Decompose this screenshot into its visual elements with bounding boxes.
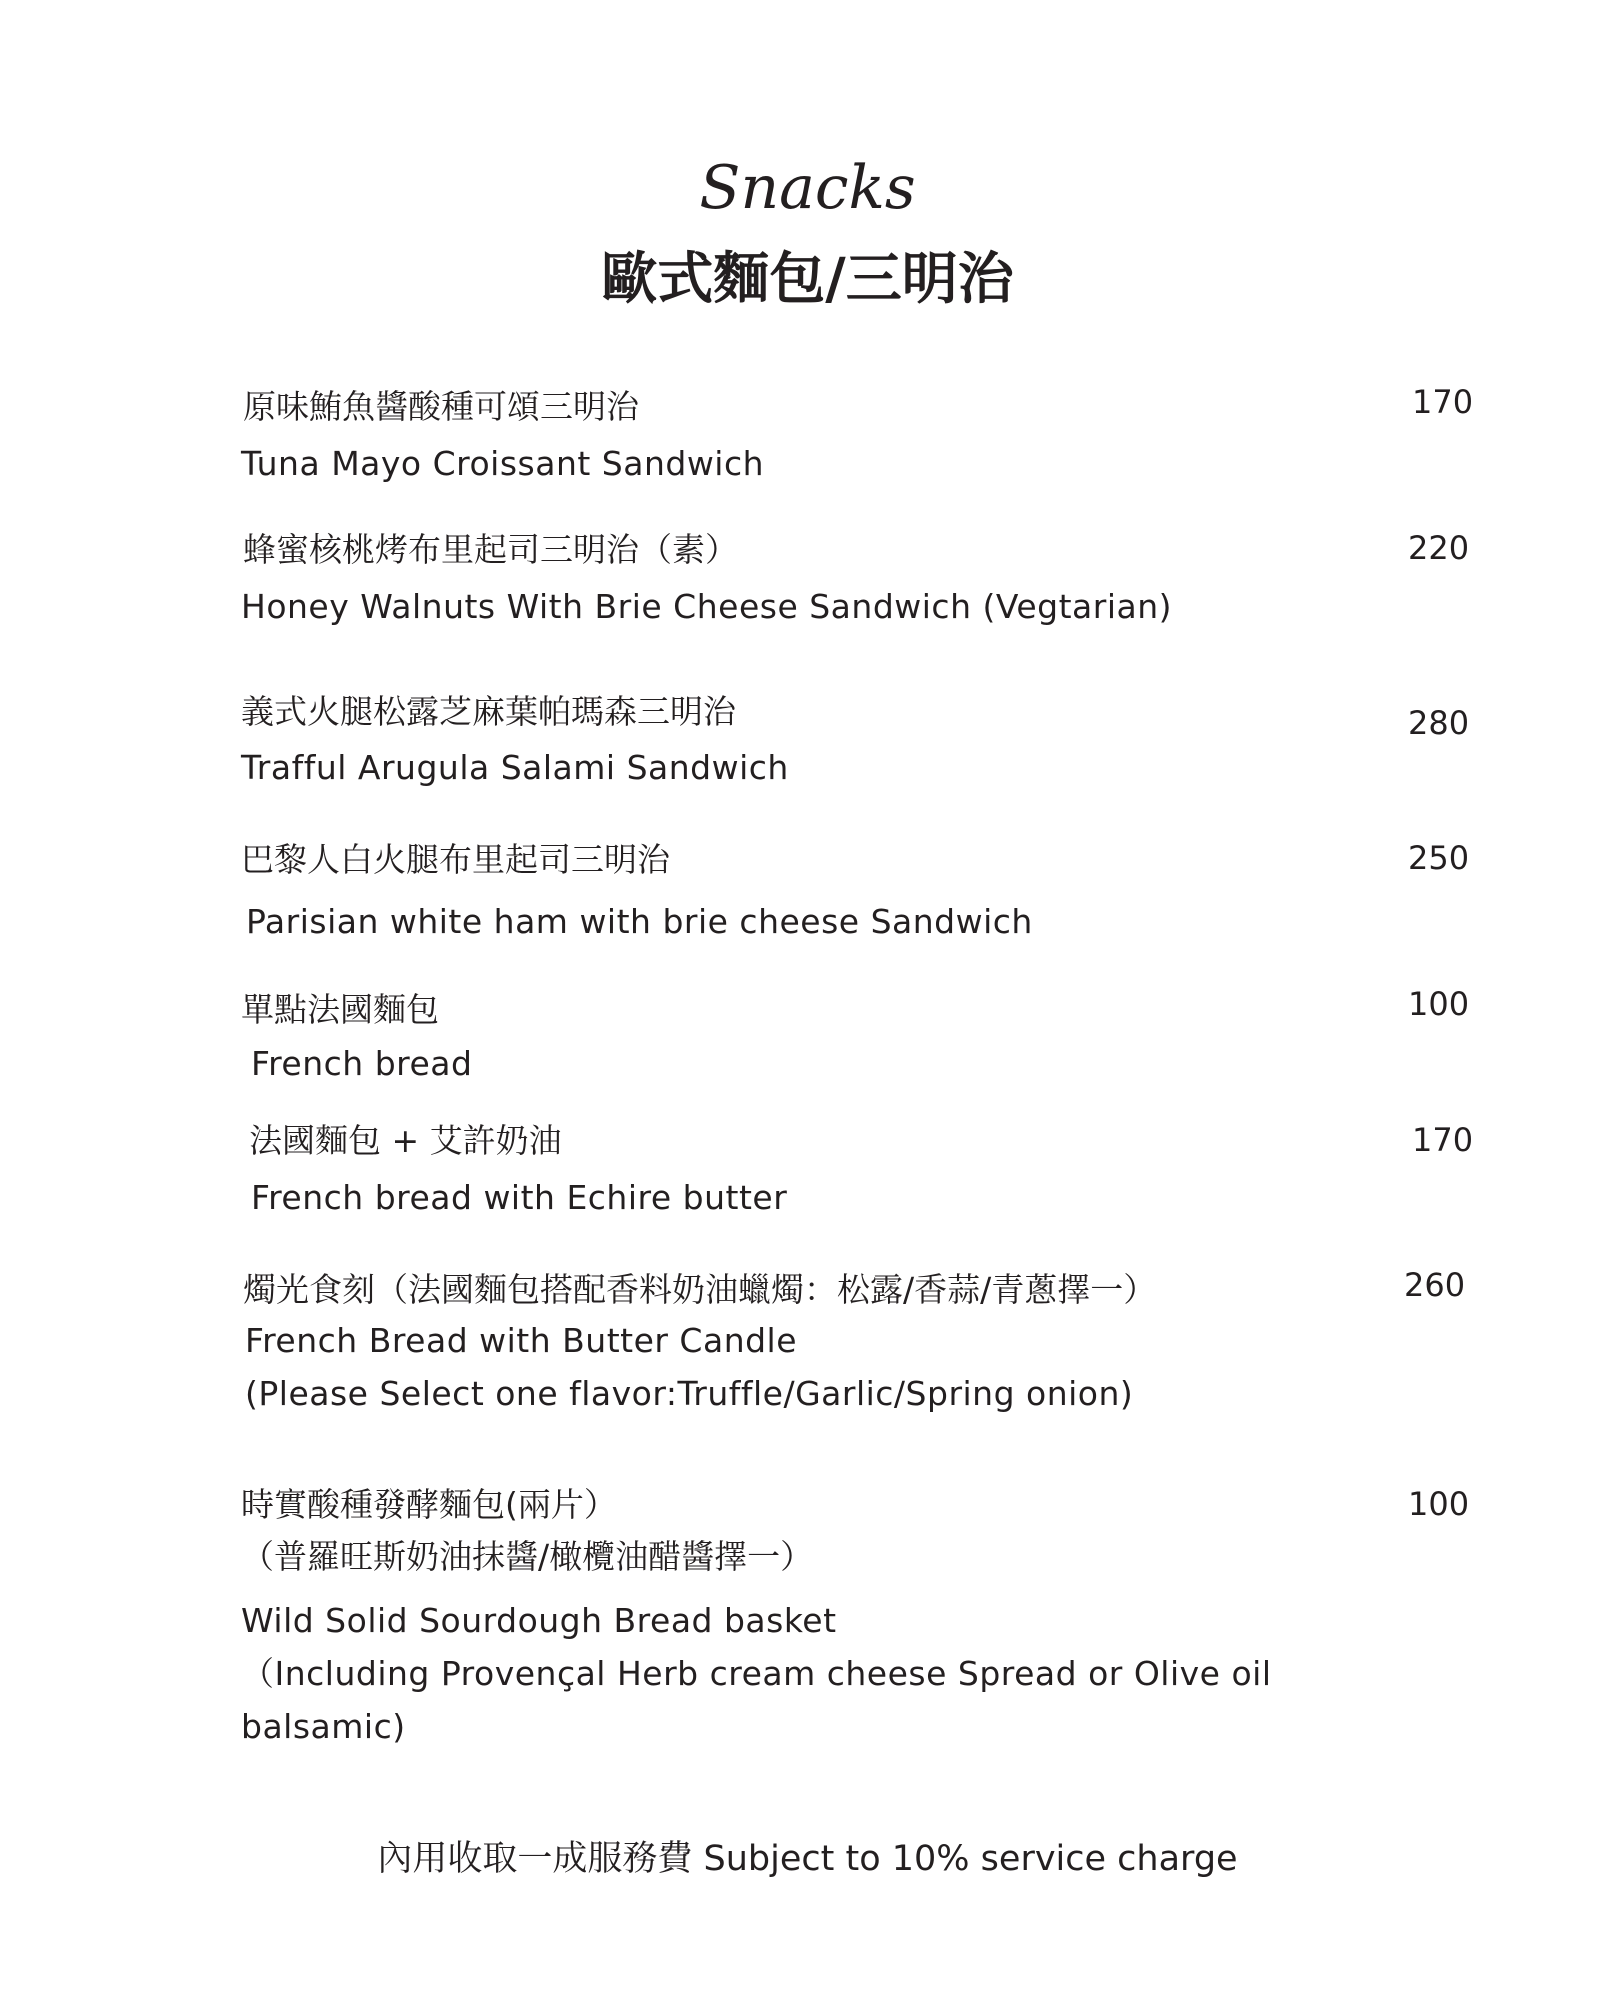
item-note-zh: （普羅旺斯奶油抹醬/橄欖油醋醬擇一） [241,1537,814,1576]
item-name-en: Honey Walnuts With Brie Cheese Sandwich (Vegtarian) [241,587,1173,626]
item-price: 100 [1408,1485,1470,1523]
item-name-en: French bread [251,1044,473,1083]
item-note-en-continued: balsamic) [241,1707,406,1746]
item-name-zh: 法國麵包 + 艾許奶油 [249,1121,562,1160]
item-price: 170 [1412,1121,1474,1159]
item-name-en: Parisian white ham with brie cheese Sandwich [246,902,1033,941]
item-name-en: Tuna Mayo Croissant Sandwich [241,444,765,483]
item-price: 280 [1408,704,1470,742]
item-name-en: Trafful Arugula Salami Sandwich [241,748,789,787]
item-name-zh: 巴黎人白火腿布里起司三明治 [241,840,670,879]
item-name-en: French bread with Echire butter [251,1178,788,1217]
page-title-zh: 歐式麵包/三明治 [601,247,1014,312]
item-note-en: (Please Select one flavor:Truffle/Garlic/Spring onion) [245,1374,1134,1413]
item-name-zh: 義式火腿松露芝麻葉帕瑪森三明治 [241,692,736,731]
item-name-en: Wild Solid Sourdough Bread basket [241,1601,837,1640]
item-name-zh: 蜂蜜核桃烤布里起司三明治（素） [243,530,738,569]
page-title-en: Snacks [699,153,916,223]
item-price: 260 [1404,1266,1466,1304]
item-name-en: French Bread with Butter Candle [245,1321,798,1360]
item-note-en: （Including Provençal Herb cream cheese Spread or Olive oil [241,1654,1272,1693]
item-name-zh: 原味鮪魚醬酸種可頌三明治 [243,387,639,426]
item-price: 220 [1408,529,1470,567]
item-name-zh: 燭光食刻（法國麵包搭配香料奶油蠟燭：松露/香蒜/青蔥擇一） [243,1270,1157,1309]
item-price: 250 [1408,839,1470,877]
item-price: 100 [1408,985,1470,1023]
item-name-zh: 時實酸種發酵麵包(兩片） [241,1485,617,1524]
item-name-zh: 單點法國麵包 [241,990,439,1029]
item-price: 170 [1412,383,1474,421]
service-charge-note: 內用收取一成服務費 Subject to 10% service charge [377,1839,1238,1879]
